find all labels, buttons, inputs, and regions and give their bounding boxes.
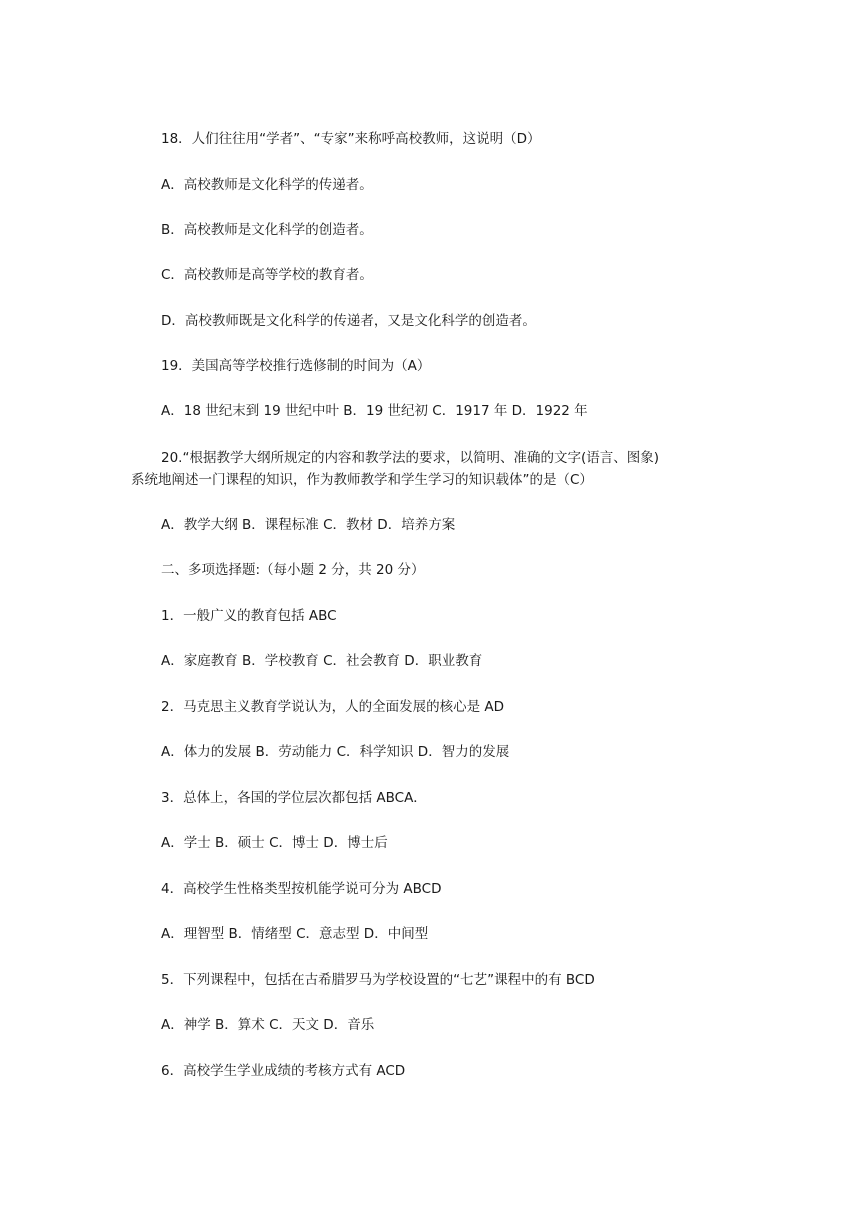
mc-question-2-options: A．体力的发展 B．劳动能力 C．科学知识 D．智力的发展 bbox=[161, 744, 510, 760]
mc-question-4-options: A．理智型 B．情绪型 C．意志型 D．中间型 bbox=[161, 926, 429, 942]
question-18-option-b: B．高校教师是文化科学的创造者。 bbox=[161, 222, 373, 238]
mc-question-6-stem: 6．高校学生学业成绩的考核方式有 ACD bbox=[161, 1063, 406, 1079]
question-18-option-d: D．高校教师既是文化科学的传递者，又是文化科学的创造者。 bbox=[161, 313, 536, 329]
mc-question-5-stem: 5．下列课程中，包括在古希腊罗马为学校设置的“七艺”课程中的有 BCD bbox=[161, 972, 595, 988]
section-heading-multiple-choice: 二、多项选择题:（每小题 2 分，共 20 分） bbox=[161, 562, 425, 578]
mc-question-3-options: A．学士 B．硕士 C．博士 D．博士后 bbox=[161, 835, 388, 851]
mc-question-3-stem: 3．总体上，各国的学位层次都包括 ABCA． bbox=[161, 790, 427, 806]
question-18-option-a: A．高校教师是文化科学的传递者。 bbox=[161, 177, 373, 193]
question-20-stem-line-1: 20.“根据教学大纲所规定的内容和教学法的要求，以简明、准确的文字(语言、图象) bbox=[161, 450, 659, 466]
question-18-stem: 18．人们往往用“学者”、“专家”来称呼高校教师，这说明（D） bbox=[161, 131, 541, 147]
mc-question-4-stem: 4．高校学生性格类型按机能学说可分为 ABCD bbox=[161, 881, 442, 897]
question-19-stem: 19．美国高等学校推行选修制的时间为（A） bbox=[161, 358, 431, 374]
question-19-options: A．18 世纪末到 19 世纪中叶 B．19 世纪初 C．1917 年 D．1922 年 bbox=[161, 403, 588, 419]
mc-question-5-options: A．神学 B．算术 C．天文 D．音乐 bbox=[161, 1017, 375, 1033]
question-20-stem-line-2: 系统地阐述一门课程的知识，作为教师教学和学生学习的知识载体”的是（C） bbox=[131, 472, 593, 488]
mc-question-2-stem: 2．马克思主义教育学说认为，人的全面发展的核心是 AD bbox=[161, 699, 505, 715]
mc-question-1-options: A．家庭教育 B．学校教育 C．社会教育 D．职业教育 bbox=[161, 653, 483, 669]
question-18-option-c: C．高校教师是高等学校的教育者。 bbox=[161, 267, 373, 283]
question-20-options: A．教学大纲 B．课程标准 C．教材 D．培养方案 bbox=[161, 517, 456, 533]
mc-question-1-stem: 1．一般广义的教育包括 ABC bbox=[161, 608, 337, 624]
